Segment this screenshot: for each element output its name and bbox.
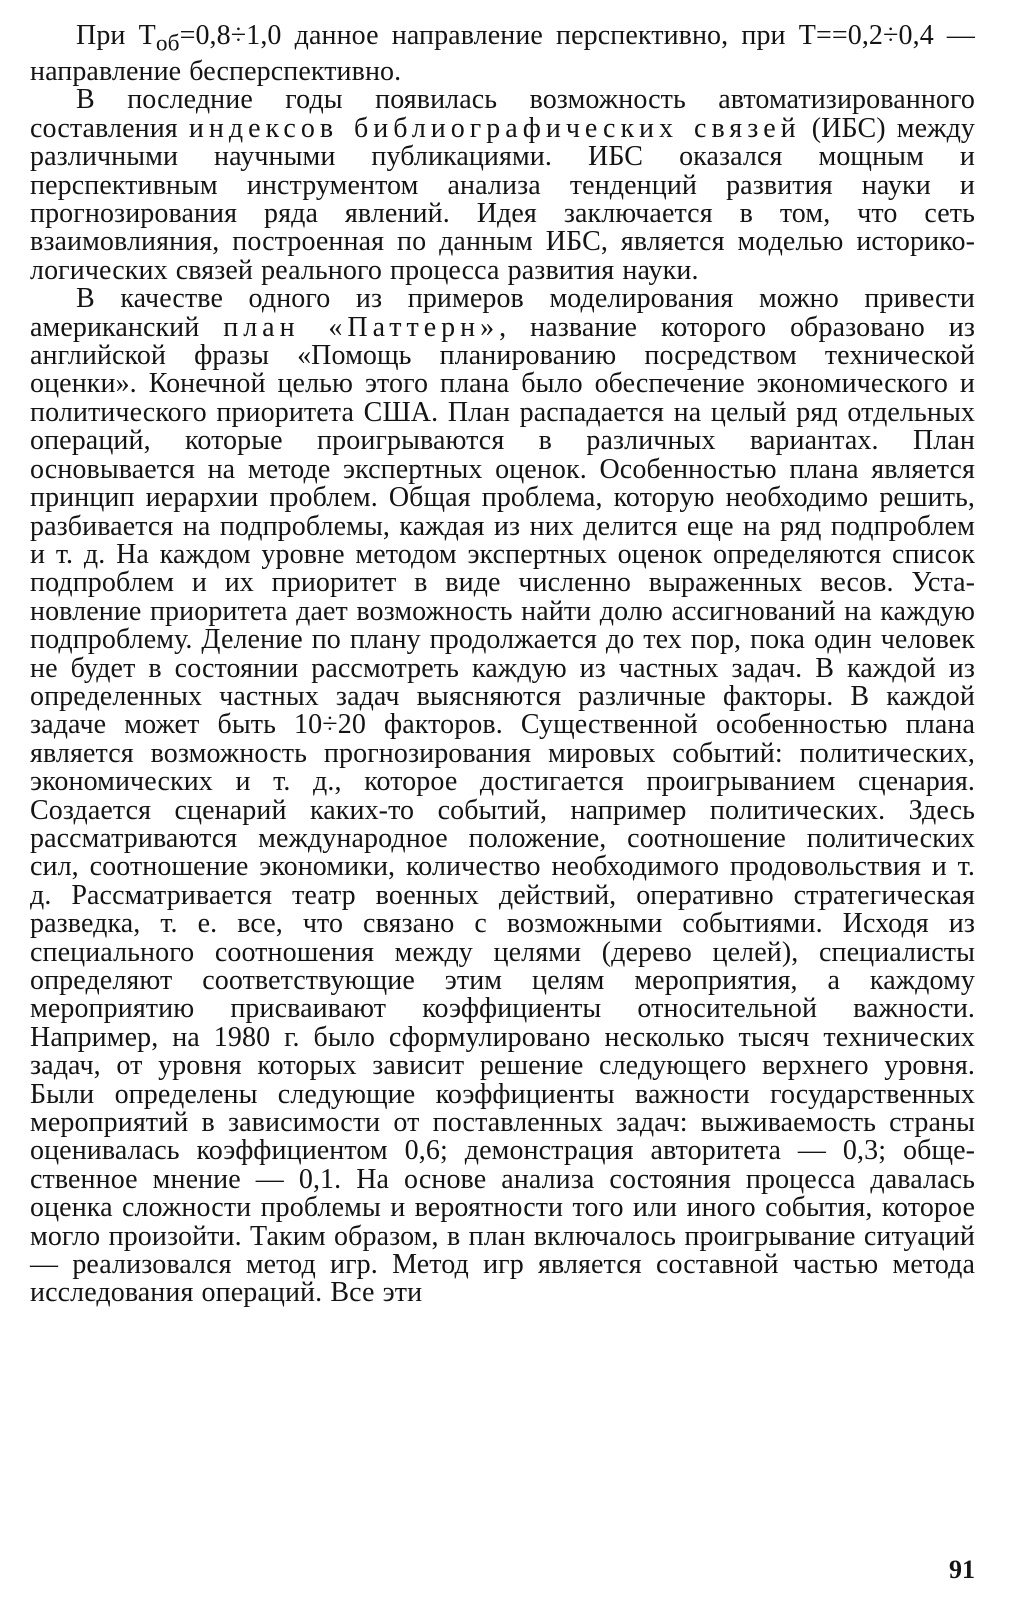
pattern-plan-term: план «Паттерн» <box>223 311 500 343</box>
page-number: 91 <box>949 1555 975 1584</box>
pattern-body-text: , название которого образовано из английской фразы «Помощь планированию посредством технической оценки». Конечной целью этого плана было обеспечение экономического и политического приоритета США. План распадается на целый ряд отдельных операций, которые проигрываются в различных вариантах. План основывается на методе экспертных оценок. Особенностью плана является принцип иерархии проблем. Общая проблема, которую необходимо решить, разбивается на подпроблемы, каждая из них делится еще на ряд подпроблем и т. д. На каждом уровне методом экспертных оценок определяются список подпроблем и их приоритет в виде численно выраженных весов. Установление приоритета дает возможность найти долю ассигнований на каждую подпроблему. Деление по плану продолжается до тех пор, пока один человек не будет в состоянии рассмотреть каждую из частных задач. В каждой из определенных частных задач выясняются различные факторы. В каждой задаче может быть 10÷20 факторов. Существенной особенностью плана является возможность прогнозирования мировых событий: политических, экономических и т. д., которое достигается проигрыванием сценария. Создается сценарий каких-то событий, например политических. Здесь рассматриваются международное положение, соотношение политических сил, соотношение экономики, количество необходимого продовольствия и т. д. Рассматривается театр военных действий, оперативно стратегическая разведка, т. е. все, что связано с возможными событиями. Исходя из специального соотношения между целями (дерево целей), специалисты определяют соответствующие этим целям мероприятия, а каждому мероприятию присваивают коэффициенты относительной важности. Например, на 1980 г. было сформулировано несколько тысяч технических задач, от уровня которых зависит решение следующего верхнего уровня. Были определены следующие коэффициенты важности государственных мероприятий в зависимости от поставленных задач: выживаемость страны оценивалась коэффициентом 0,6; демонстрация авторитета — 0,3; общественное мнение — 0,1. На основе анализа состояния процесса давалась оценка сложности проблемы и вероятности того или иного события, которое могло произойти. Таким образом, в план включалось проигрывание ситуаций — реализовался метод игр. Метод игр является составной частью метода исследования операций. Все эти <box>30 311 976 1309</box>
paragraph-indicator-ratio <box>30 22 975 86</box>
citation-intro-text: В последние годы появилась возможность автоматизированного составления <box>30 84 975 144</box>
page-body <box>30 22 975 1308</box>
paragraph-citation-index <box>30 86 975 285</box>
ratio-text-rest: =0,8÷1,0 данное направление перспективно, при T==0,2÷0,4 — направление бесперспективно. <box>30 20 975 87</box>
ratio-text-prefix: При T <box>76 20 156 51</box>
citation-body-text: (ИБС) между различными научными публикациями. ИБС оказался мощным и перспективным инструментом анализа тенденций развития науки и прогнозирования ряда явлений. Идея заключается в том, что сеть взаимовлияния, построенная по данным ИБС, является моделью историко-логических связей реального процесса развития науки. <box>30 112 976 286</box>
ratio-subscript: об <box>155 30 180 57</box>
pattern-intro-text: В качестве одного из примеров моделирования можно привести американский <box>30 283 975 343</box>
citation-index-term: индексов библиографических связей <box>188 112 801 144</box>
paragraph-pattern-plan <box>30 285 975 1308</box>
